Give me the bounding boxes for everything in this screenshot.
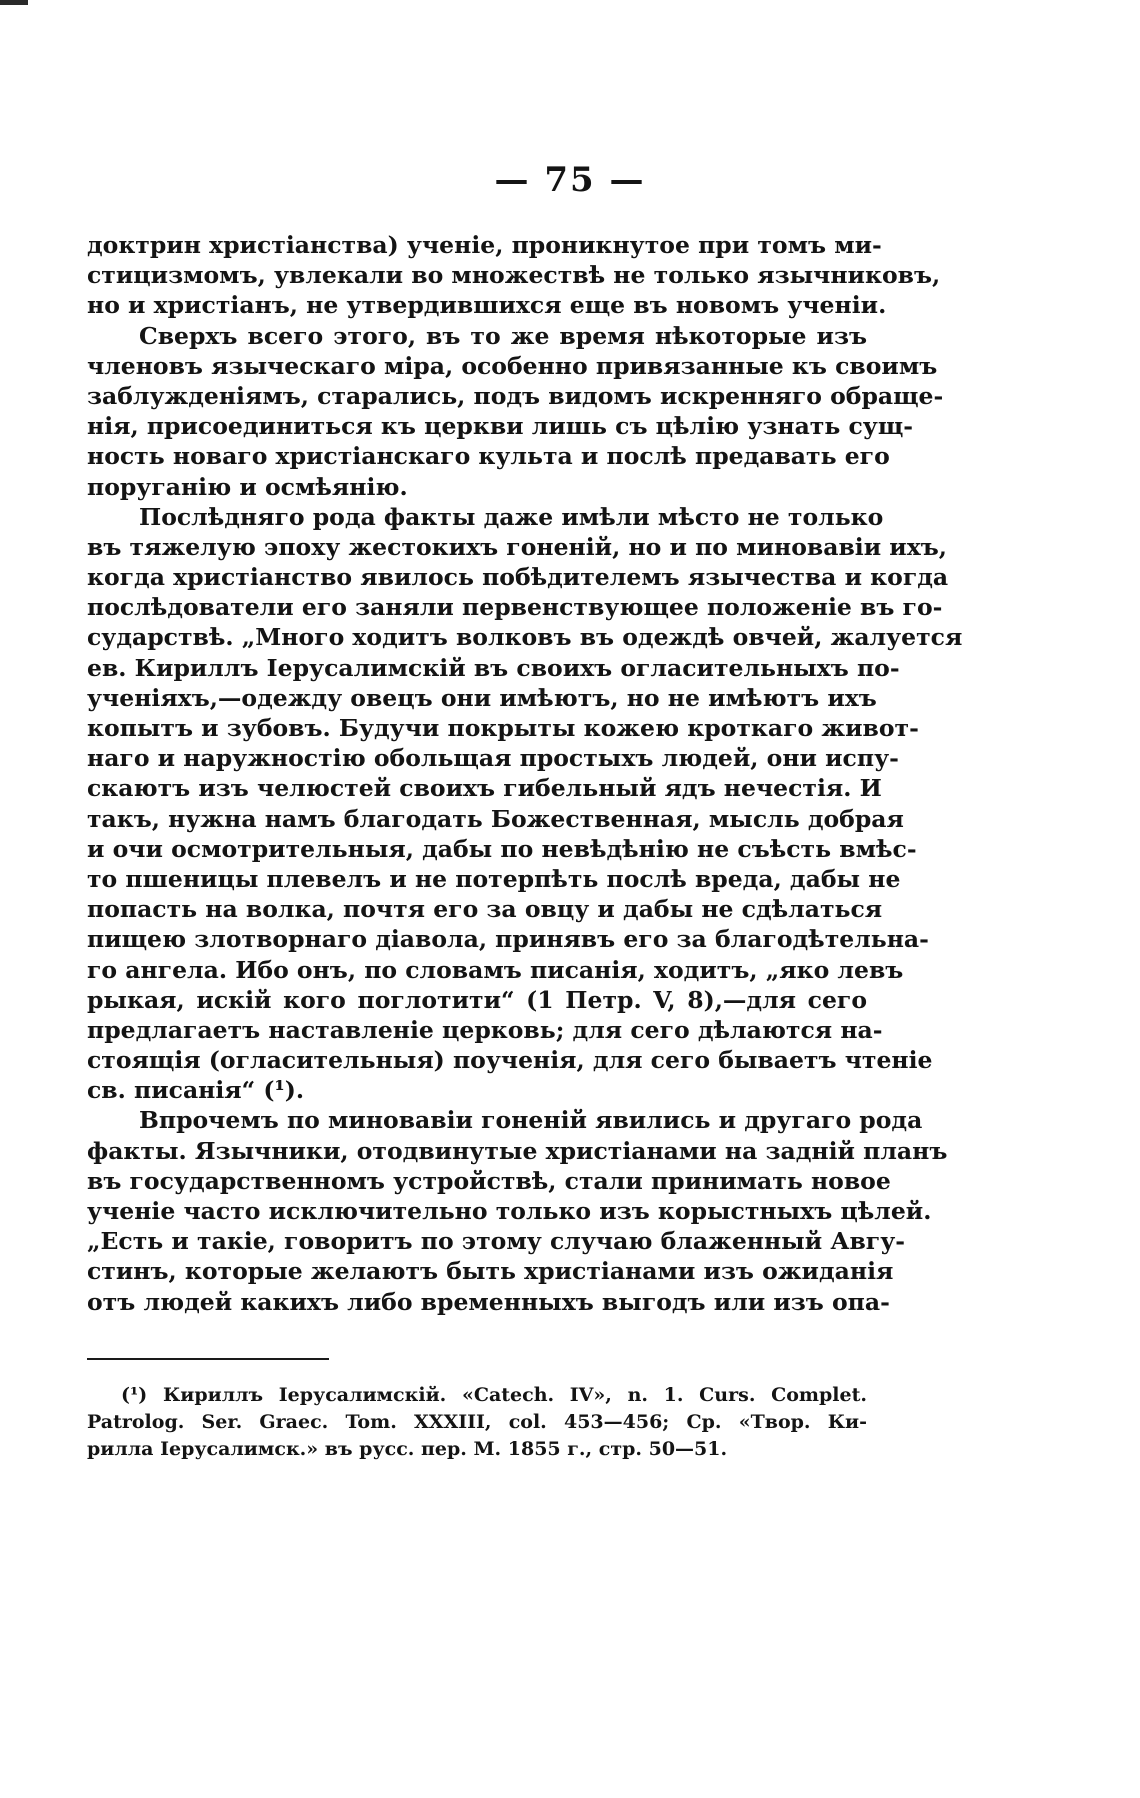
text-line: ность новаго христіанскаго культа и послѣ предавать его	[87, 442, 890, 471]
text-line: скаютъ изъ челюстей своихъ гибельный ядъ нечестія. И	[87, 774, 882, 803]
paragraph-1	[87, 230, 941, 321]
text-line: ученіе часто исключительно только изъ корыстныхъ цѣлей.	[87, 1197, 932, 1225]
text-line: сударствѣ. „Много ходитъ волковъ въ одеждѣ овчей, жалуется	[87, 623, 963, 652]
text-line: поруганію и осмѣянію.	[87, 472, 408, 501]
text-line: нія, присоединиться къ церкви лишь съ цѣлію узнать сущ-	[87, 412, 914, 441]
text-line: попасть на волка, почтя его за овцу и дабы не сдѣлаться	[87, 895, 883, 924]
footnote-rule	[87, 1358, 329, 1360]
footnote	[87, 1382, 867, 1463]
text-line: копытъ и зубовъ. Будучи покрыты кожею кроткаго живот-	[87, 714, 919, 742]
text-line: ученіяхъ,—одежду овецъ они имѣютъ, но не имѣютъ ихъ	[87, 683, 877, 712]
scan-corner-mark	[0, 0, 28, 5]
text-line: св. писанія“ (¹).	[87, 1076, 305, 1105]
body-text	[87, 230, 963, 1317]
paragraph-4	[87, 1105, 948, 1316]
text-line: членовъ языческаго міра, особенно привязанные къ своимъ	[87, 351, 938, 380]
text-line: предлагаетъ наставленіе церковь; для сего дѣлаются на-	[87, 1015, 883, 1044]
text-line: Сверхъ всего этого, въ то же время нѣкоторые изъ	[139, 321, 867, 350]
text-line: и очи осмотрительныя, дабы по невѣдѣнію не съѣсть вмѣс-	[87, 834, 917, 863]
text-line: когда христіанство явилось побѣдителемъ язычества и когда	[87, 563, 949, 592]
footnote-line: рилла Іерусалимск.» въ русс. пер. М. 1855 г., стр. 50—51.	[87, 1438, 728, 1460]
text-line: рыкая, искій кого поглотити“ (1 Петр. V, 8),—для сего	[87, 985, 867, 1014]
footnote-line: Patrolog. Ser. Graec. Tom. XXXIII, col. 453—456; Ср. «Твор. Ки-	[87, 1411, 867, 1433]
text-line: го ангела. Ибо онъ, по словамъ писанія, ходитъ, „яко левъ	[87, 955, 904, 984]
page-number: — 75 —	[494, 160, 646, 200]
text-line: стоящія (огласительныя) поученія, для сего бываетъ чтеніе	[87, 1046, 933, 1075]
paragraph-3	[87, 502, 963, 1106]
footnote-line: (¹) Кириллъ Іерусалимскій. «Catech. IV», n. 1. Curs. Complet.	[121, 1384, 867, 1406]
text-line: наго и наружностію обольщая простыхъ людей, они испу-	[87, 744, 899, 773]
text-line: но и христіанъ, не утвердившихся еще въ новомъ ученіи.	[87, 291, 887, 320]
text-line: доктрин христіанства) ученіе, проникнутое при томъ ми-	[87, 231, 882, 259]
text-line: „Есть и такіе, говоритъ по этому случаю блаженный Авгу-	[87, 1227, 906, 1256]
paragraph-2	[87, 321, 944, 502]
text-line: факты. Язычники, отодвинутые христіанами на задній планъ	[87, 1136, 948, 1165]
text-line: стицизмомъ, увлекали во множествѣ не только язычниковъ,	[87, 261, 941, 290]
text-line: то пшеницы плевелъ и не потерпѣть послѣ вреда, дабы не	[87, 864, 901, 893]
text-line: Впрочемъ по миновавіи гоненій явились и другаго рода	[139, 1106, 923, 1135]
text-line: въ тяжелую эпоху жестокихъ гоненій, но и по миновавіи ихъ,	[87, 532, 947, 561]
text-line: отъ людей какихъ либо временныхъ выгодъ или изъ опа-	[87, 1287, 890, 1316]
text-line: послѣдователи его заняли первенствующее положеніе въ го-	[87, 593, 943, 622]
text-line: стинъ, которые желаютъ быть христіанами изъ ожиданія	[87, 1257, 894, 1286]
text-line: ев. Кириллъ Іерусалимскій въ своихъ огласительныхъ по-	[87, 653, 900, 682]
text-line: такъ, нужна намъ благодать Божественная, мысль добрая	[87, 804, 904, 833]
text-line: заблужденіямъ, старались, подъ видомъ искренняго обраще-	[87, 381, 944, 410]
text-line: пищею злотворнаго діавола, принявъ его за благодѣтельна-	[87, 925, 929, 954]
text-line: въ государственномъ устройствѣ, стали принимать новое	[87, 1166, 891, 1195]
text-line: Послѣдняго рода факты даже имѣли мѣсто не только	[139, 502, 884, 531]
